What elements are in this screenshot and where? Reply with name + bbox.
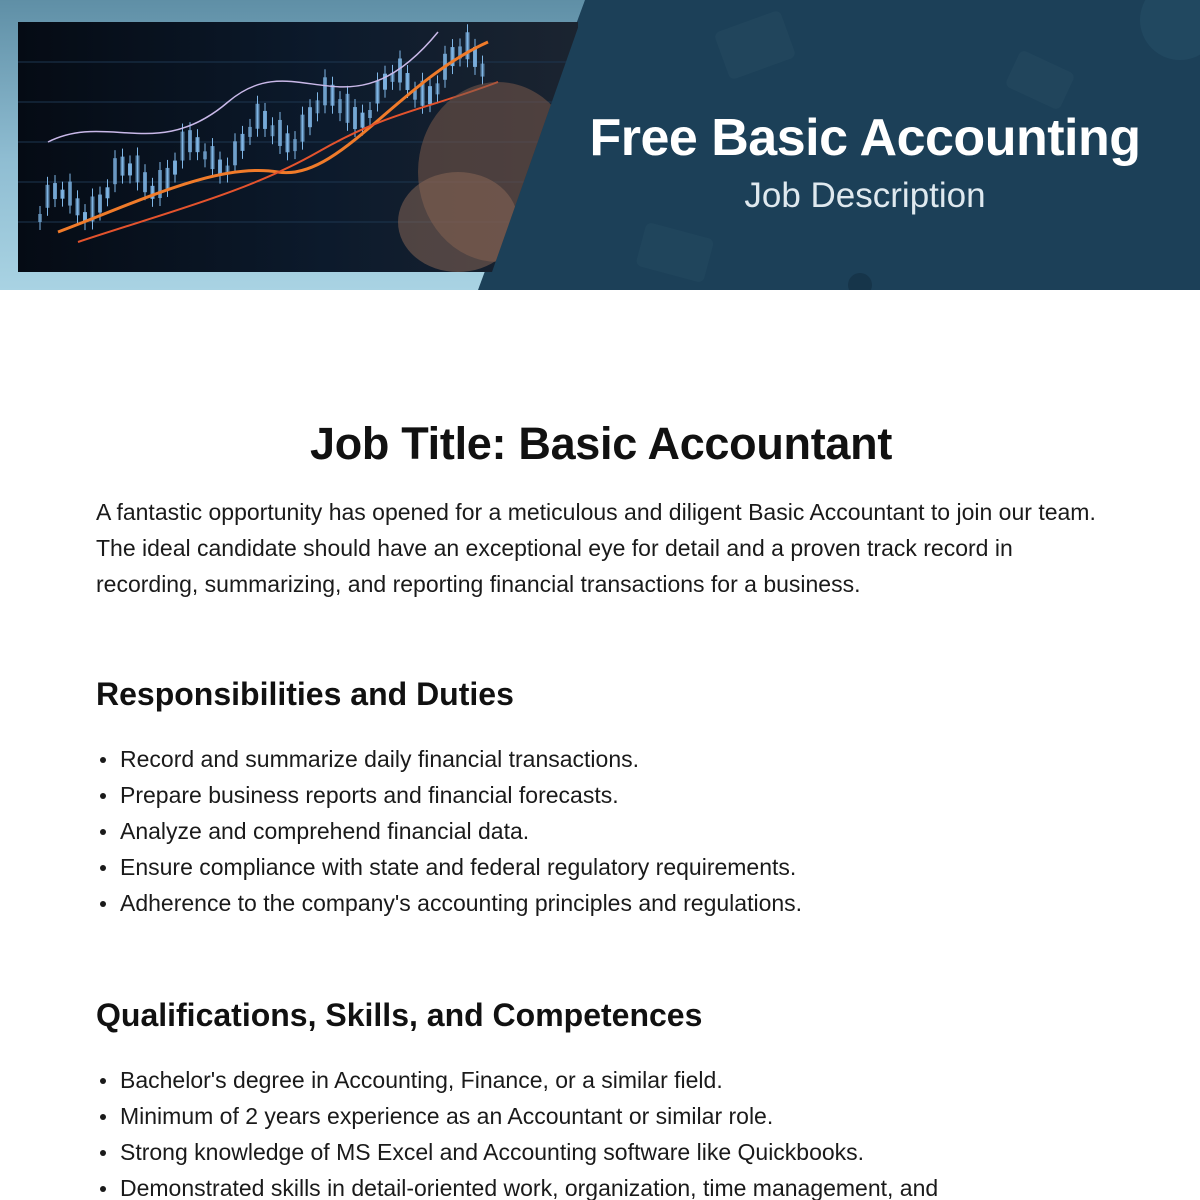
header-title: Free Basic Accounting bbox=[589, 109, 1141, 167]
list-item: Ensure compliance with state and federal regulatory requirements. bbox=[96, 849, 1106, 885]
header-banner bbox=[0, 0, 1200, 290]
header-subtitle: Job Description bbox=[744, 176, 986, 215]
list-item: Adherence to the company's accounting principles and regulations. bbox=[96, 885, 1106, 921]
job-title: Job Title: Basic Accountant bbox=[310, 418, 892, 469]
finance-chart-photo bbox=[18, 22, 578, 272]
list-item: Demonstrated skills in detail-oriented work, organization, time management, and bbox=[96, 1170, 1106, 1200]
list-item: Prepare business reports and financial forecasts. bbox=[96, 777, 1106, 813]
list-item: Strong knowledge of MS Excel and Accounting software like Quickbooks. bbox=[96, 1134, 1106, 1170]
responsibilities-list bbox=[96, 741, 1106, 921]
list-item: Analyze and comprehend financial data. bbox=[96, 813, 1106, 849]
section-heading-qualifications: Qualifications, Skills, and Competences bbox=[96, 997, 703, 1033]
intro-paragraph: A fantastic opportunity has opened for a meticulous and diligent Basic Accountant to join our team. The ideal candidate should have an exceptional eye for detail and a proven track record in recording, summarizing, and reporting financial transactions for a business. bbox=[96, 499, 1096, 597]
list-item: Record and summarize daily financial transactions. bbox=[96, 741, 1106, 777]
list-item: Minimum of 2 years experience as an Accountant or similar role. bbox=[96, 1098, 1106, 1134]
section-heading-responsibilities: Responsibilities and Duties bbox=[96, 676, 514, 712]
qualifications-list bbox=[96, 1062, 1106, 1200]
list-item: Bachelor's degree in Accounting, Finance, or a similar field. bbox=[96, 1062, 1106, 1098]
document-body bbox=[96, 418, 1106, 1200]
